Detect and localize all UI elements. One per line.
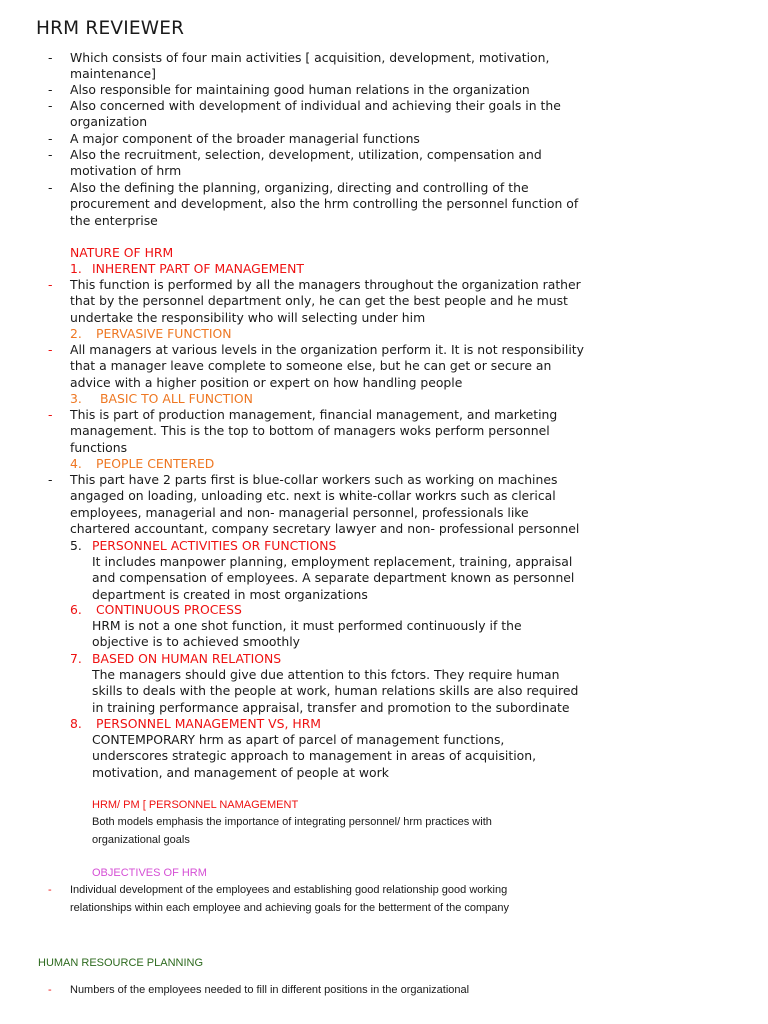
intro-bullet: - Also concerned with development of individual and achieving their goals in the organization	[48, 98, 561, 130]
nature-item-title: 6. CONTINUOUS PROCESS	[70, 602, 242, 617]
nature-item-body: - This is part of production management, financial management, and marketing management. This is the top to bottom of managers woks perform personnel functions	[48, 407, 558, 455]
nature-heading: NATURE OF HRM	[70, 245, 174, 260]
intro-bullet: - Also responsible for maintaining good human relations in the organization	[48, 82, 530, 97]
hrm-pm-heading: HRM/ PM [ PERSONNEL NAMAGEMENT	[92, 799, 299, 811]
intro-bullet: - Also the defining the planning, organizing, directing and controlling of the procurement and development, also the hrm controlling the personnel function of the enterprise	[48, 180, 579, 228]
nature-item-body: CONTEMPORARY hrm as apart of parcel of management functions, underscores strategic approach to management in areas of acquisition, motivation, and management of people at work	[92, 732, 537, 780]
hrm-pm-body: Both models emphasis the importance of integrating personnel/ hrm practices with organizational goals	[92, 816, 492, 846]
nature-item-title: 5. PERSONNEL ACTIVITIES OR FUNCTIONS	[70, 538, 337, 553]
nature-item-body: - This part have 2 parts first is blue-collar workers such as working on machines angaged on loading, unloading etc. next is white-collar workrs such as clerical employees, managerial and non- managerial personnel, professionals like chartered accountant, company secretary lawyer and non- professional personnel	[48, 472, 580, 536]
intro-bullet: - A major component of the broader managerial functions	[48, 131, 420, 146]
planning-heading: HUMAN RESOURCE PLANNING	[38, 957, 204, 969]
nature-item-body: It includes manpower planning, employment replacement, training, appraisal and compensation of employees. A separate department known as personnel department is created in most organizations	[92, 554, 575, 602]
nature-item-body: HRM is not a one shot function, it must performed continuously if the objective is to achieved smoothly	[92, 618, 522, 650]
nature-item-title: 2. PERVASIVE FUNCTION	[70, 326, 232, 341]
nature-item-body: The managers should give due attention to this fctors. They require human skills to deals with the people at work, human relations skills are also required in training performance appraisal, transfer and promotion to the subordinate	[92, 667, 579, 715]
page-title: HRM REVIEWER	[36, 18, 185, 39]
nature-item-title: 8. PERSONNEL MANAGEMENT VS, HRM	[70, 716, 321, 731]
nature-item-body: - This function is performed by all the managers throughout the organization rather that by the personnel department only, he can get the best people and he must undertake the responsibility who will selecting under him	[48, 277, 581, 325]
nature-item-title: 3. BASIC TO ALL FUNCTION	[70, 391, 253, 406]
nature-item-title: 1. INHERENT PART OF MANAGEMENT	[70, 261, 304, 276]
intro-bullet: - Also the recruitment, selection, development, utilization, compensation and motivation of hrm	[48, 147, 542, 179]
objectives-heading: OBJECTIVES OF HRM	[92, 867, 207, 879]
intro-bullet: - Which consists of four main activities [ acquisition, development, motivation, maintenance]	[48, 50, 550, 82]
nature-item-title: 4. PEOPLE CENTERED	[70, 456, 215, 471]
planning-bullet: - Numbers of the employees needed to fill in different positions in the organizational	[48, 984, 470, 996]
nature-item-body: - All managers at various levels in the organization perform it. It is not responsibility that a manager leave complete to someone else, but he can get or secure an advice with a higher position or expert on how handling people	[48, 342, 584, 390]
objectives-bullet: - Individual development of the employees and establishing good relationship good working relationships within each employee and achieving goals for the betterment of the company	[48, 884, 510, 914]
nature-item-title: 7. BASED ON HUMAN RELATIONS	[70, 651, 282, 666]
